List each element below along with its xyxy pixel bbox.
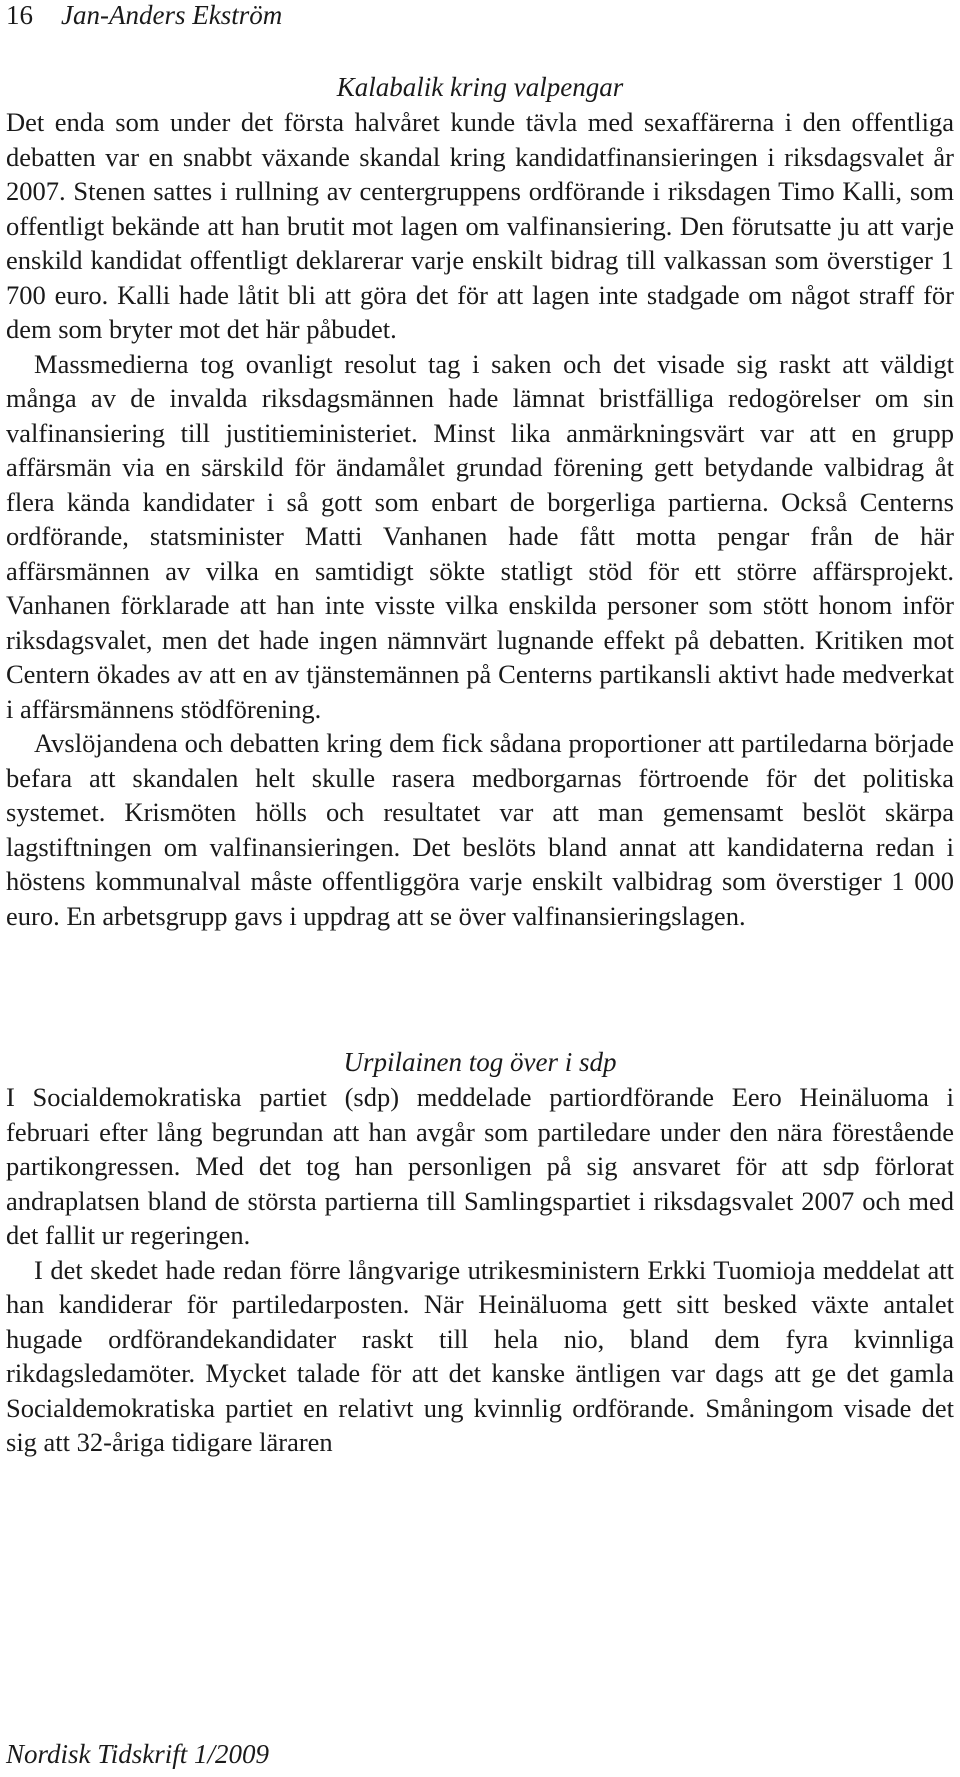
paragraph: I det skedet hade redan förre långvarige utrikesministern Erkki Tuomioja meddelat att han kandiderar för partiledarposten. När Heinäluoma gett sitt besked växte antalet hugade ordförandekandidater raskt till hela nio, bland dem fyra kvinnliga rikdagsledamöter. Mycket talade för att det kanske äntligen var dags att ge det gamla Socialdemokratiska partiet en relativt ung kvinnlig ordförande. Småningom visade det sig att 32-åriga tidigare läraren — [6, 1254, 954, 1457]
running-head — [6, 0, 282, 30]
paragraph: I Socialdemokratiska partiet (sdp) meddelade partiordförande Eero Heinäluoma i februari efter lång begrundan att han avgår som partiledare under den nära förestående partikongressen. Med det tog han personligen på sig ansvaret för att sdp förlorat andraplatsen bland de största partierna till Samlingspartiet i riksdagsvalet 2007 och med det fallit ur regeringen. — [6, 1082, 954, 1250]
paragraph: Massmedierna tog ovanligt resolut tag i saken och det visade sig raskt att väldigt många av de invalda riksdagsmännen hade lämnat bristfälliga redogörelser om sin valfinansiering till justitieministeriet. Minst lika anmärkningsvärt var att en grupp affärsmän via en särskild för ändamålet grundad förening gett betydande valbidrag åt flera kända kandidater i så gott som enbart de borgerliga partierna. Också Centerns ordförande, statsminister Matti Vanhanen hade fått motta pengar från de här affärsmännen av vilka en samtidigt sökte statligt stöd för ett större affärsprojekt. Vanhanen förklarade att han inte visste vilka enskilda personer som stött honom inför riksdagsvalet, men det hade ingen nämnvärt lugnande effekt på debatten. Kritiken mot Centern ökades av att en av tjänstemännen på Centerns partikansli aktivt hade medverkat i affärsmännens stödförening. — [6, 348, 954, 724]
section-body-urpilainen — [6, 1080, 954, 1460]
section-heading-urpilainen: Urpilainen tog över i sdp — [343, 1047, 617, 1077]
paragraph: Det enda som under det första halvåret kunde tävla med sexaffärerna i den offentliga debatten var en snabbt växande skandal kring kandidatfinansieringen i riksdagsvalet år 2007. Stenen sattes i rullning av centergruppens ordförande i riksdagen Timo Kalli, som offentligt bekände att han brutit mot lagen om valfinansiering. Den förutsatte ju att varje enskild kandidat offentligt deklarerar varje enskilt bidrag till valkassan som överstiger 1 700 euro. Kalli hade låtit bli att göra det för att lagen inte stadgade om något straff för dem som bryter mot det här påbudet. — [6, 107, 954, 344]
page-number: 16 — [6, 0, 33, 30]
running-head-author: Jan-Anders Ekström — [61, 0, 283, 30]
section-body-kalabalik — [6, 105, 954, 933]
section-heading-kalabalik: Kalabalik kring valpengar — [336, 72, 624, 102]
paragraph: Avslöjandena och debatten kring dem fick sådana proportioner att partiledarna började befara att skandalen helt skulle rasera medborgarnas förtroende för det politiska systemet. Krismöten hölls och resultatet var att man gemensamt beslöt skärpa lagstiftningen om valfinansieringen. Det beslöts bland annat att kandidaterna redan i höstens kommunalval måste offentliggöra varje enskilt valbidrag som överstiger 1 000 euro. En arbetsgrupp gavs i uppdrag att se över valfinansieringslagen. — [6, 728, 954, 931]
journal-footer: Nordisk Tidskrift 1/2009 — [6, 1739, 270, 1769]
